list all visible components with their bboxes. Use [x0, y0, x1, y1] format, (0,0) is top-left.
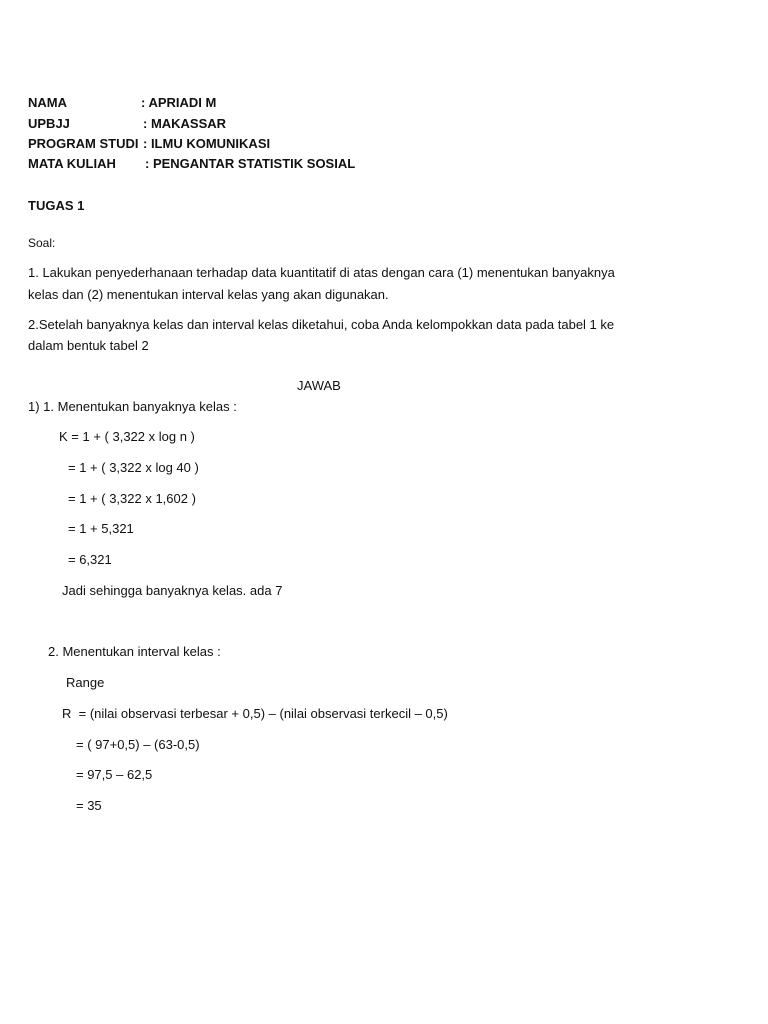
header-value-upbjj: : MAKASSAR — [143, 116, 227, 131]
part2-step-2: = 97,5 – 62,5 — [76, 767, 153, 782]
part2-step-1: = ( 97+0,5) – (63-0,5) — [76, 737, 200, 752]
part2-formula: R = (nilai observasi terbesar + 0,5) – (nilai observasi terkecil – 0,5) — [62, 706, 448, 721]
question-1-line-2: kelas dan (2) menentukan interval kelas yang akan digunakan. — [28, 287, 389, 302]
answer-title: JAWAB — [297, 378, 341, 393]
part1-step-2: = 1 + ( 3,322 x log 40 ) — [68, 460, 199, 475]
header-value-mata-kuliah: : PENGANTAR STATISTIK SOSIAL — [145, 156, 356, 171]
header-label-mata-kuliah: MATA KULIAH — [28, 156, 116, 171]
part1-conclusion: Jadi sehingga banyaknya kelas. ada 7 — [62, 583, 283, 598]
part1-step-4: = 1 + 5,321 — [68, 521, 134, 536]
header-label-upbjj: UPBJJ — [28, 116, 70, 131]
header-label-program-studi: PROGRAM STUDI — [28, 136, 139, 151]
question-2-line-1: 2.Setelah banyaknya kelas dan interval kelas diketahui, coba Anda kelompokkan data pada tabel 1 ke — [28, 317, 615, 332]
soal-label: Soal: — [28, 236, 56, 250]
part1-step-5: = 6,321 — [68, 552, 112, 567]
header-row-mata-kuliah — [28, 156, 356, 204]
task-title: TUGAS 1 — [28, 198, 85, 213]
question-2-line-2: dalam bentuk tabel 2 — [28, 338, 149, 353]
part2-heading: 2. Menentukan interval kelas : — [48, 644, 221, 659]
part2-step-3: = 35 — [76, 798, 102, 813]
part2-range-label: Range — [66, 675, 105, 690]
part1-heading: 1) 1. Menentukan banyaknya kelas : — [28, 399, 237, 414]
header-value-program-studi: : ILMU KOMUNIKASI — [143, 136, 271, 151]
part1-step-1: K = 1 + ( 3,322 x log n ) — [59, 429, 195, 444]
header-label-nama: NAMA — [28, 95, 67, 110]
question-1-line-1: 1. Lakukan penyederhanaan terhadap data kuantitatif di atas dengan cara (1) menentukan banyaknya — [28, 265, 615, 280]
part1-step-3: = 1 + ( 3,322 x 1,602 ) — [68, 491, 196, 506]
header-value-nama: : APRIADI M — [141, 95, 217, 110]
